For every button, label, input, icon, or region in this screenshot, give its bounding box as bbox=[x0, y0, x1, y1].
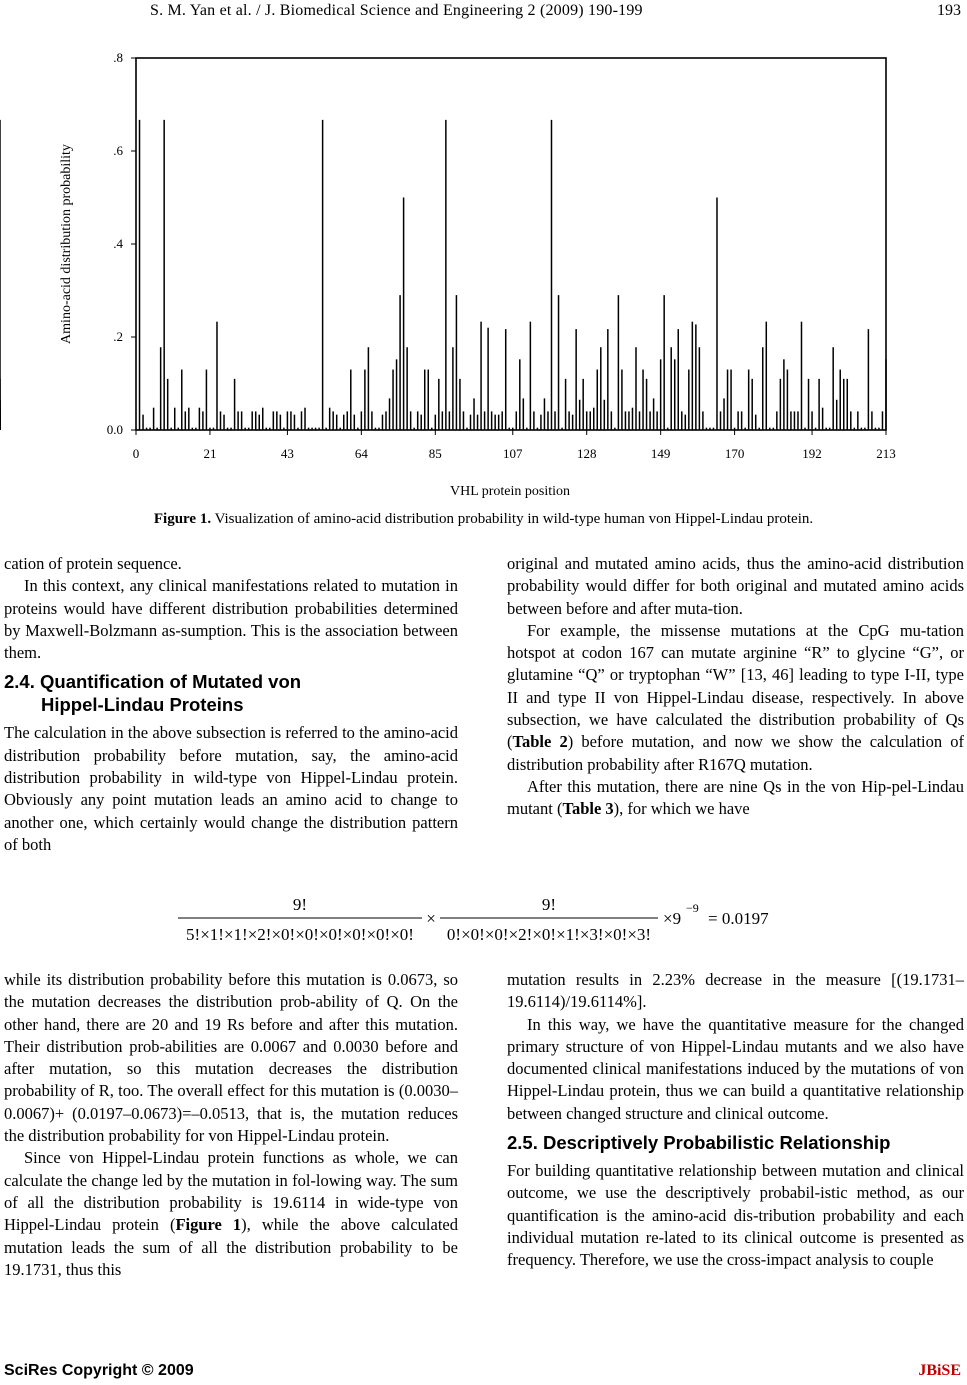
x-tick-label: 85 bbox=[428, 446, 442, 461]
plot-frame bbox=[136, 58, 886, 430]
y-tick-label: .4 bbox=[113, 236, 123, 251]
x-axis-label: VHL protein position bbox=[449, 484, 571, 499]
paragraph: while its distribution probability before this mutation is 0.0673, so the mutation decreases the distribution prob-ability of Q. On the other hand, there are 20 and 19 Rs before and after this mutation. Their distribution prob-abilities are 0.0067 and 0.0030 before and after mutation, so this mutation decreases the distribution probability of R, too. The overall effect for this mutation is (0.0030–0.0067)+ (0.0197–0.0673)=–0.0513, that is, the mutation reduces the distribution probability for von Hippel-Lindau protein. bbox=[4, 970, 458, 1146]
left-column-bottom bbox=[4, 969, 458, 1281]
x-tick-label: 128 bbox=[576, 446, 597, 461]
x-tick-label: 192 bbox=[802, 446, 822, 461]
text-run: ) before mutation, and now we show the calculation of distribution probability after R167Q mutation. bbox=[507, 732, 964, 774]
paragraph: In this way, we have the quantitative measure for the changed primary structure of von Hippel-Lindau mutants and we also have documented clinical manifestations induced by the mutations of von Hippel-Lindau protein, thus we can build a quantitative relationship between changed structure and clinical outcome. bbox=[507, 1014, 964, 1123]
multiply-sign: × bbox=[426, 909, 436, 928]
journal-abbreviation: JBiSE bbox=[918, 1362, 961, 1379]
running-head: S. M. Yan et al. / J. Biomedical Science and Engineering 2 (2009) 190-199 bbox=[150, 2, 643, 19]
figure-reference: Figure 1 bbox=[175, 1215, 242, 1235]
page-number: 193 bbox=[937, 2, 961, 19]
paragraph: In this context, any clinical manifestations related to mutation in proteins would have different distribution probabilities determined by Maxwell-Bolzmann as-sumption. This is the association between them. bbox=[4, 576, 458, 663]
copyright-notice: SciRes Copyright © 2009 bbox=[4, 1362, 194, 1379]
table-reference: Table 3 bbox=[562, 799, 614, 819]
paragraph: cation of protein sequence. bbox=[4, 554, 182, 573]
text-run: ), while the above calculated mutation leads the sum of all the distribution probability to be 19.1731, thus this bbox=[4, 1215, 458, 1279]
figure-caption-text: Visualization of amino-acid distribution probability in wild-type human von Hippel-Lindau protein. bbox=[214, 511, 814, 527]
y-tick-label: .8 bbox=[113, 50, 123, 65]
x-tick-label: 64 bbox=[354, 446, 368, 461]
x-tick-label: 21 bbox=[203, 446, 217, 461]
paragraph bbox=[507, 620, 964, 776]
x-tick-label: 213 bbox=[876, 446, 896, 461]
x-tick-label: 0 bbox=[132, 446, 140, 461]
fraction-2-denominator: 0!×0!×0!×2!×0!×1!×3!×0!×3! bbox=[446, 925, 652, 944]
paragraph: For building quantitative relationship between mutation and clinical outcome, we use the descriptively probabil-istic method, as our quantification is the amino-acid dis-tribution probability and each individual mutation re-lated to its clinical outcome is presented as frequency. Therefore, we use the cross-impact analysis to couple bbox=[507, 1161, 964, 1270]
text-run: After this mutation, there are nine Qs in the von Hip-pel-Lindau mutant ( bbox=[507, 776, 964, 819]
paragraph bbox=[507, 776, 964, 821]
right-column-bottom bbox=[507, 969, 964, 1272]
x-tick-label: 107 bbox=[503, 446, 523, 461]
fraction-1-denominator: 5!×1!×1!×2!×0!×0!×0!×0!×0!×0! bbox=[186, 925, 414, 944]
heading-line: Hippel-Lindau Proteins bbox=[41, 694, 244, 716]
text-run: For example, the missense mutations at the CpG mu-tation hotspot at codon 167 can mutate arginine “R” to glycine “G”, or glutamine “Q” or tryptophan “W” [13, 46] leading to type I-II, type II and type II von Hippel-Lindau disease, respectively. In above subsection, we have calculated the distribution probability of Qs ( bbox=[507, 620, 964, 752]
equation bbox=[0, 880, 967, 950]
paragraph bbox=[4, 1147, 458, 1281]
y-tick-label: .2 bbox=[113, 329, 123, 344]
bar-series bbox=[0, 120, 886, 430]
y-tick-label: 0.0 bbox=[106, 422, 123, 437]
x-tick-label: 43 bbox=[280, 446, 294, 461]
heading-line: 2.4. Quantification of Mutated von bbox=[4, 671, 302, 693]
text-run: Since von Hippel-Lindau protein functions as whole, we can calculate the change led by the mutation in fol-lowing way. The sum of all the distribution probability is 19.6114 in wide-type von Hippel-Lindau protein ( bbox=[4, 1148, 458, 1235]
running-header bbox=[0, 0, 967, 24]
x-tick-label: 149 bbox=[650, 446, 671, 461]
y-axis bbox=[107, 50, 136, 437]
bar-chart bbox=[0, 36, 967, 506]
right-column-top bbox=[507, 553, 964, 821]
y-axis-label: Amino-acid distribution probability bbox=[59, 144, 74, 344]
x-axis bbox=[133, 430, 896, 461]
page-footer bbox=[0, 1360, 967, 1385]
x-tick-label: 170 bbox=[724, 446, 745, 461]
paragraph: mutation results in 2.23% decrease in the measure [(19.1731–19.6114)/19.6114%]. bbox=[507, 970, 964, 1012]
left-column-top bbox=[4, 553, 458, 856]
text-run: ), for which we have bbox=[613, 799, 750, 819]
equation-result: = 0.0197 bbox=[708, 909, 769, 928]
power-base: ×9 bbox=[663, 909, 682, 928]
figure-caption bbox=[0, 511, 967, 528]
section-heading-2-4 bbox=[4, 670, 458, 716]
paragraph: original and mutated amino acids, thus the amino-acid distribution probability would differ for both original and mutated amino acids between before and after muta-tion. bbox=[507, 554, 964, 618]
section-heading-2-5: 2.5. Descriptively Probabilistic Relationship bbox=[507, 1132, 891, 1154]
y-tick-label: .6 bbox=[113, 143, 123, 158]
table-reference: Table 2 bbox=[512, 732, 568, 752]
fraction-2-numerator: 9! bbox=[541, 895, 557, 914]
paragraph: The calculation in the above subsection is referred to the amino-acid distribution probability before mutation, say, the amino-acid distribution probability in wild-type von Hippel-Lindau protein. Obviously any point mutation leads an amino acid to change to another one, which certainly would change the distribution pattern of both bbox=[4, 723, 458, 854]
power-exponent: −9 bbox=[686, 901, 699, 915]
fraction-1-numerator: 9! bbox=[292, 895, 308, 914]
figure-caption-label: Figure 1. bbox=[153, 511, 212, 527]
